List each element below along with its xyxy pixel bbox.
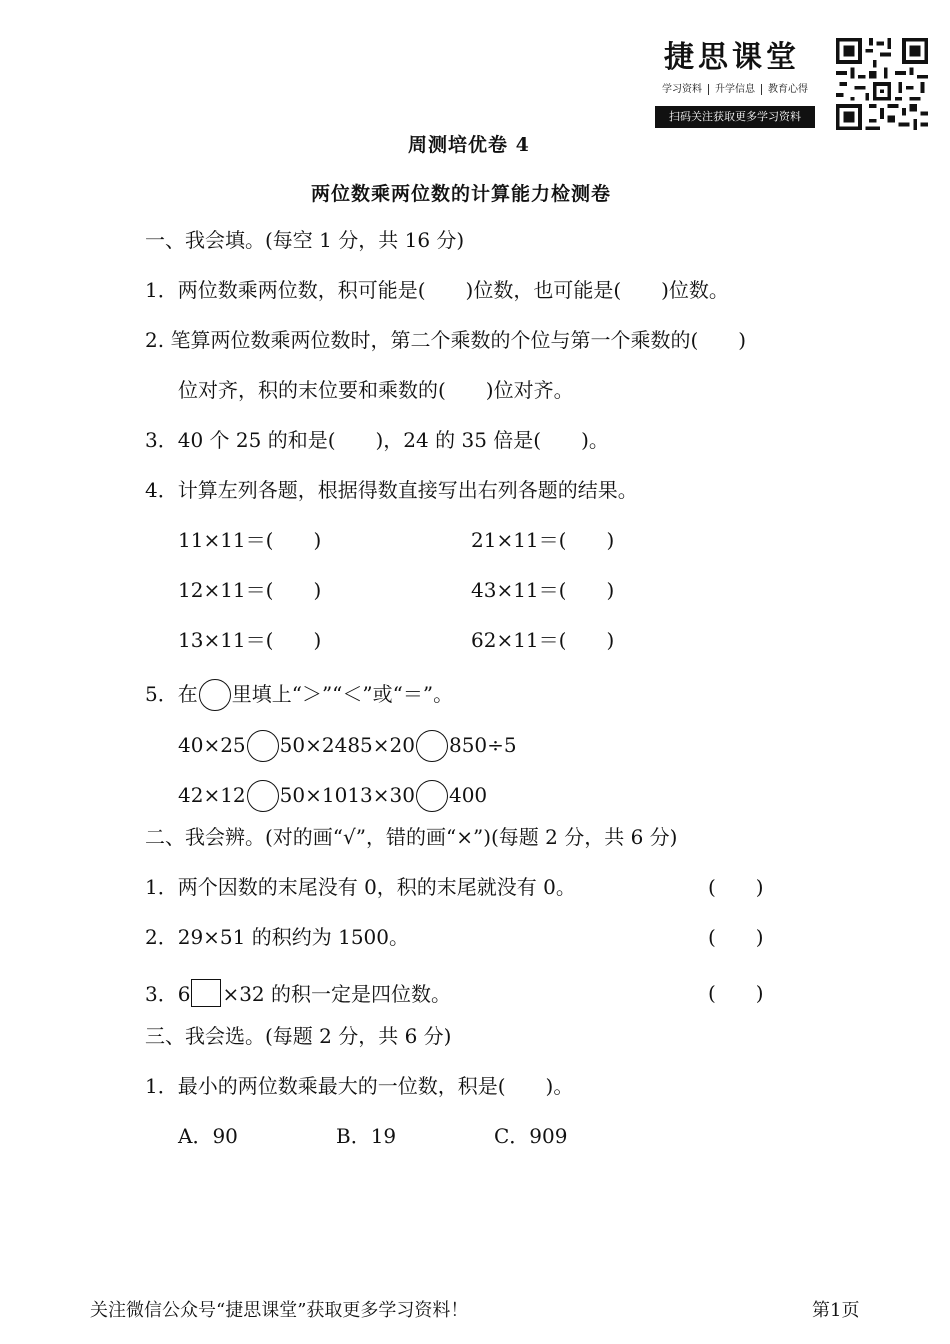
question-3-1: 1．最小的两位数乘最大的一位数，积是( )。 [145,1074,574,1098]
compare-expr: 40×25 [178,733,246,757]
section-3-heading: 三、我会选。(每题 2 分，共 6 分) [145,1024,452,1048]
compare-row-1 [178,730,517,762]
calc-right-1: 21×11＝( ) [471,528,615,552]
brand-name: 捷思课堂 [664,40,800,75]
option-c[interactable]: C．909 [494,1124,568,1148]
calc-left-1: 11×11＝( ) [178,528,322,552]
question-1-3: 3．40 个 25 的和是( )，24 的 35 倍是( )。 [145,428,609,452]
compare-expr: 85×20 [347,733,415,757]
question-1-2a: 2. 笔算两位数乘两位数时，第二个乘数的个位与第一个乘数的( ) [145,328,747,352]
question-1-2b: 位对齐，积的末位要和乘数的( )位对齐。 [178,378,574,402]
calc-left-2: 12×11＝( ) [178,578,322,602]
q5-prefix: 5．在 [145,682,198,706]
question-2-1: 1．两个因数的末尾没有 0，积的末尾就没有 0。 [145,875,576,899]
section-2-heading: 二、我会辨。(对的画“√”，错的画“×”)(每题 2 分，共 6 分) [145,825,678,849]
page-subtitle: 两位数乘两位数的计算能力检测卷 [311,183,612,205]
question-2-3 [145,979,451,1008]
calc-left-3: 13×11＝( ) [178,628,322,652]
brand-banner: 扫码关注获取更多学习资料 [655,106,815,128]
calc-right-2: 43×11＝( ) [471,578,615,602]
compare-circle[interactable] [416,730,448,762]
question-1-1: 1．两位数乘两位数，积可能是( )位数，也可能是( )位数。 [145,278,729,302]
digit-box[interactable] [191,979,221,1007]
compare-circle[interactable] [416,780,448,812]
compare-circle[interactable] [199,679,231,711]
compare-expr: 850÷5 [448,733,517,757]
calc-right-3: 62×11＝( ) [471,628,615,652]
question-1-5 [145,679,453,711]
question-2-2: 2．29×51 的积约为 1500。 [145,925,409,949]
compare-expr: 13×30 [347,783,415,807]
compare-expr: 50×10 [279,783,348,807]
q3-suffix: ×32 的积一定是四位数。 [222,982,452,1006]
page-title: 周测培优卷 4 [408,134,530,156]
answer-bracket-2-2[interactable]: ( ) [708,925,764,949]
compare-circle[interactable] [247,730,279,762]
brand-tag: 教育心得 [768,84,808,95]
brand-tags [656,80,814,95]
footer-note: 关注微信公众号“捷思课堂”获取更多学习资料！ [90,1300,469,1321]
compare-expr: 50×24 [279,733,348,757]
answer-bracket-2-1[interactable]: ( ) [708,875,764,899]
compare-circle[interactable] [247,780,279,812]
q5-suffix: 里填上“＞”“＜”或“＝”。 [231,682,454,706]
option-a[interactable]: A．90 [178,1124,238,1148]
compare-expr: 400 [448,783,488,807]
q3-prefix: 3．6 [145,982,191,1006]
page-number: 第1页 [812,1300,860,1321]
brand-tag: 学习资料 [656,84,709,95]
compare-expr: 42×12 [178,783,246,807]
brand-tag: 升学信息 [709,84,762,95]
qr-code-icon [836,38,928,130]
question-1-4: 4．计算左列各题，根据得数直接写出右列各题的结果。 [145,478,638,502]
section-1-heading: 一、我会填。(每空 1 分，共 16 分) [145,228,465,252]
answer-bracket-2-3[interactable]: ( ) [708,981,764,1005]
option-b[interactable]: B．19 [336,1124,397,1148]
compare-row-2 [178,780,487,812]
